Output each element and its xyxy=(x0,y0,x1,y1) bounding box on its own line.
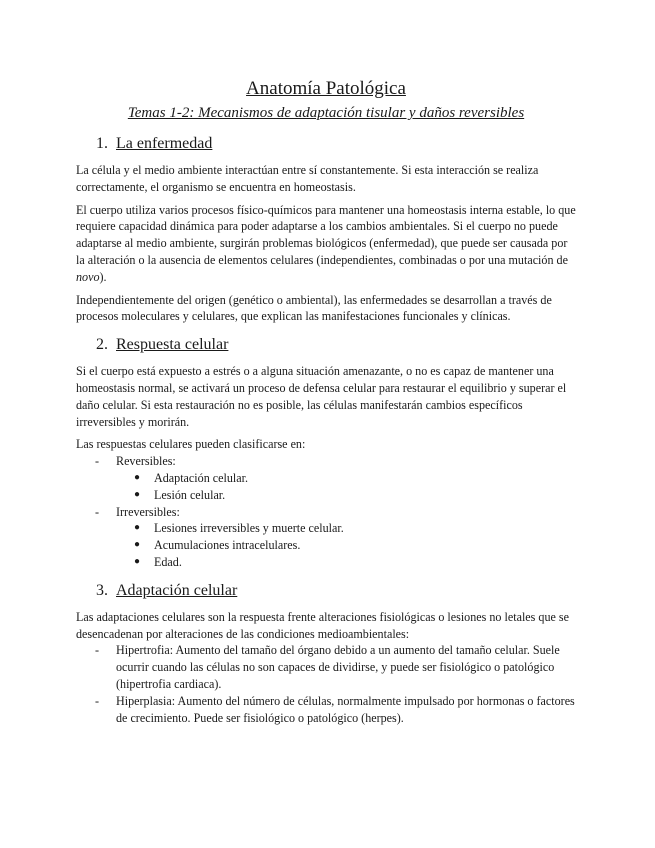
list-item-label: Irreversibles: xyxy=(116,504,180,519)
list-item xyxy=(76,504,576,571)
paragraph-text: El cuerpo utiliza varios procesos físico-químicos para mantener una homeostasis interna estable, lo que requiere capacidad dinámica para poder adaptarse a los cambios ambientales. Si el cuerpo no puede adaptarse al medio ambiente, surgirán problemas biológicos (enfermedad), que puede ser causada por la alteración o la ausencia de elementos celulares (independientes, combinadas o por una mutación de xyxy=(76,202,576,267)
section-heading-2 xyxy=(96,335,576,355)
sub-list-item-text: Lesión celular. xyxy=(154,487,226,502)
response-list xyxy=(76,453,576,571)
section-number: 1. xyxy=(96,135,108,152)
section-number: 2. xyxy=(96,336,108,354)
emphasis-text: novo xyxy=(76,269,100,284)
bullet-icon: ● xyxy=(134,471,141,483)
section-title: Adaptación celular xyxy=(116,581,238,599)
document-subtitle: Temas 1-2: Mecanismos de adaptación tisular y daños reversibles xyxy=(127,105,525,121)
paragraph xyxy=(76,202,576,286)
bullet-icon: ● xyxy=(134,522,141,534)
sub-list-item-text: Adaptación celular. xyxy=(154,470,249,485)
list-item xyxy=(76,642,576,692)
dash-marker: - xyxy=(95,504,100,519)
paragraph: Independientemente del origen (genético o ambiental), las enfermedades se desarrollan a través de procesos moleculares y celulares, que explican las manifestaciones funcionales y clínicas. xyxy=(76,292,552,324)
paragraph: La célula y el medio ambiente interactúan entre sí constantemente. Si esta interacción se realiza correctamente, el organismo se encuentra en homeostasis. xyxy=(76,163,539,194)
adaptation-list xyxy=(76,642,576,726)
dash-marker: - xyxy=(95,693,100,708)
list-item xyxy=(76,693,576,727)
bullet-icon: ● xyxy=(134,555,141,567)
sub-list-item-text: Edad. xyxy=(154,554,182,569)
dash-marker: - xyxy=(95,454,100,469)
section-number: 3. xyxy=(96,581,108,599)
sub-list xyxy=(76,470,576,504)
paragraph-text: ). xyxy=(99,269,107,284)
sub-list-item xyxy=(76,554,576,571)
paragraph: Si el cuerpo está expuesto a estrés o a alguna situación amenazante, o no es capaz de mantener una homeostasis normal, se activará un proceso de defensa celular para restaurar el equilibrio y superar el daño celular. Si esta restauración no es posible, las células manifestarán cambios específicos irreversibles y morirán. xyxy=(76,364,567,429)
paragraph: Las adaptaciones celulares son la respuesta frente alteraciones fisiológicas o lesiones no letales que se desencadenan por alteraciones de las condiciones medioambientales: xyxy=(76,609,569,641)
list-item-text: Hipertrofia: Aumento del tamaño del órgano debido a un aumento del tamaño celular. Suele ocurrir cuando las células no son capaces de dividirse, y puede ser fisiológico o patológico (hipertrofia cardiaca). xyxy=(116,643,560,691)
sub-list-item-text: Lesiones irreversibles y muerte celular. xyxy=(154,521,344,536)
sub-list-item xyxy=(76,520,576,537)
dash-marker: - xyxy=(95,643,100,658)
document-title: Anatomía Patológica xyxy=(246,78,406,99)
section-title: La enfermedad xyxy=(116,135,213,152)
sub-list xyxy=(76,520,576,570)
list-item-label: Reversibles: xyxy=(116,454,176,469)
section-heading-3 xyxy=(96,581,576,601)
paragraph: Las respuestas celulares pueden clasificarse en: xyxy=(76,437,306,452)
list-item xyxy=(76,453,576,503)
sub-list-item xyxy=(76,470,576,487)
bullet-icon: ● xyxy=(134,539,141,551)
sub-list-item xyxy=(76,487,576,504)
sub-list-item xyxy=(76,537,576,554)
section-title: Respuesta celular xyxy=(116,336,229,354)
list-item-text: Hiperplasia: Aumento del número de células, normalmente impulsado por hormonas o factores de crecimiento. Puede ser fisiológico o patológico (herpes). xyxy=(116,693,575,725)
document-page xyxy=(76,76,576,726)
sub-list-item-text: Acumulaciones intracelulares. xyxy=(154,538,301,553)
bullet-icon: ● xyxy=(134,488,141,500)
section-heading-1 xyxy=(96,134,576,154)
